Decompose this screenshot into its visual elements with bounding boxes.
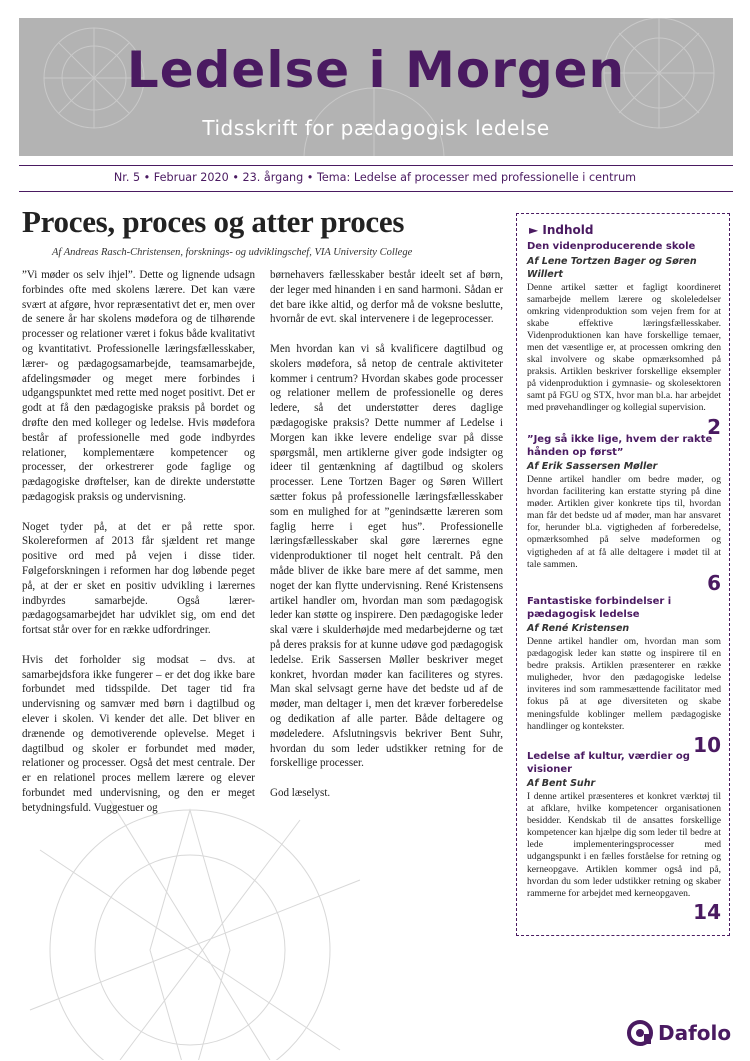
contents-item-summary: Denne artikel handler om, hvordan man som pædagogisk leder kan støtte og inspirere til en bedre praksis. Artiklen præsenterer en række muligheder, hvor den pædagogiske ledelse inviteres ind som rammesættende facilitator med fokus på at øge diversiteten og skabe meningsfulde koblinger mellem pædagogiske handlinger og kontekster. xyxy=(527,636,721,732)
contents-item[interactable] xyxy=(527,596,721,757)
issue-line: Nr. 5 • Februar 2020 • 23. årgang • Tema: Ledelse af processer med professionelle i centrum xyxy=(113,171,637,184)
divider-bottom xyxy=(19,191,733,192)
contents-item-title: Ledelse af kultur, værdier og visioner xyxy=(527,751,690,775)
contents-item-summary: I denne artikel præsenteres et konkret værktøj til at afklare, hvilke kompetencer organisationen besidder. Kendskab til de ansattes forskellige kompetencer kan hjælpe dig som leder til bedre at lede implementeringsprocesser med udgangspunkt i en fælles forståelse for retning og kerneopgave. Artiklen kommer også ind på, hvordan du som leder udstikker retning og skaber rammerne for arbejdet med kerneopgaven. xyxy=(527,791,721,899)
contents-sidebar xyxy=(516,213,730,936)
contents-heading: ► Indhold xyxy=(529,223,594,237)
publisher-logo xyxy=(627,1020,731,1046)
contents-item-summary: Denne artikel handler om bedre møder, og hvordan facilitering kan erstatte styring på dine møder. Artiklen giver konkrete tips til, hvordan man får det bedste ud af møder, man har ansvaret for, herunder bl.a. vigtigheden af forberedelse, opmærksomhed på selve mødeformen og vigtigheden af at få alle deltagere i mødet til at tale sammen. xyxy=(527,474,721,570)
publisher-name: Dafolo xyxy=(658,1021,732,1045)
article-byline: Af Andreas Rasch-Christensen, forsknings- og udviklingschef, VIA University College xyxy=(52,247,413,258)
contents-item-title: ”Jeg så ikke lige, hvem der rakte hånden op først” xyxy=(527,434,713,458)
contents-item-author: Af Erik Sassersen Møller xyxy=(527,461,658,472)
contents-item-title: Den videnproducerende skole xyxy=(527,241,696,252)
article-column-1 xyxy=(22,268,255,830)
article-paragraph: ”Vi møder os selv ihjel”. Dette og lignende udsagn forbindes ofte med skolens lærere. Det kan være svært at afgøre, hvor repræsentativt det er, men over de senere år har skolens mødefora og de tilhørende processer og relationer været i fokus både kvalitativt og kvantitativt. Professionelle læringsfællesskaber, lærer- og pædagogsamarbejde, teamsamarbejde, afdelingsmøder og meget mere forbindes i udgangspunktet med rette med noget positivt. Det er godt at få den pædagogiske praksis på bordet og drøfte den med kolleger og ledelse. Hvis mødefora består af professionelle med gode indbyrdes relationer, komplementære kompetencer og processer, der orkestrerer gode faglige og pædagogiske drøftelser, kan de direkte understøtte pædagogisk praksis og undervisning. xyxy=(22,269,255,503)
contents-item-page: 14 xyxy=(693,899,721,924)
contents-item[interactable] xyxy=(527,434,721,595)
article-paragraph: Men hvordan kan vi så kvalificere dagtilbud og skolers mødefora, så netop de centrale aktiviteter kommer i centrum? Hvordan skabes gode processer og relationer mellem de professionelle og deres ledere, så det understøtter deres daglige pædagogiske praksis? Dette nummer af Ledelse i Morgen kan ikke levere endelige svar på disse spørgsmål, men artiklerne giver gode indsigter og ideer til gentænkning af dagtilbud og skolers processer. Lene Tortzen Bager og Søren Willert sætter fokus på professionelle læringsfællesskaber som en mulighed for at ”genindsætte læreren som faglig herre i eget hus”. Professionelle læringsfællesskaber skal gøre lærernes egne videnproduktioner til noget helt centralt. På den måde bliver de ikke bare mere af det samme, men noget der kan flytte undervisning. René Kristensens artikel handler om, hvordan man som pædagogisk leder kan støtte og inspirere. Den pædagogiske leder skal være i skulderhøjde med medarbejderne og tæt på deres praksis for at kunne udøve god pædagogisk ledelse. Erik Sassersen Møller beskriver meget konkret, hvordan møder kan faciliteres og styres. Man skal selvsagt gerne have det bedste ud af de møder, man deltager i, men det kræver forberedelse og dedikation af alle parter. Både deltagere og mødeledere. Afslutningsvis bekriver Bent Suhr, hvordan du som leder udstikker retning for de forskellige processer. xyxy=(270,342,503,770)
contents-item-page: 2 xyxy=(707,414,721,439)
article-title: Proces, proces og atter proces xyxy=(22,204,405,239)
contents-item-page: 6 xyxy=(707,570,721,595)
contents-item-author: Af Lene Tortzen Bager og Søren Willert xyxy=(527,255,697,280)
article-paragraph: Hvis det forholder sig modsat – dvs. at samarbejdsfora ikke fungerer – er det dog ikke bare forbundet med tidsspilde. Det tager tid fra undervisning og samvær med børn i dagtilbud og elever i skolen. Vi kender det alle. Det bliver en drænende og demotiverende oplevelse. Meget i dagtilbud og skoler er forbundet med møder, relationer og processer. Også det mest centrale. Der er en relationel proces mellem lærere og elever forbundet med undervisning, og den er meget betydningsfuld. Vuggestuer og xyxy=(22,653,255,814)
contents-item[interactable] xyxy=(527,751,721,924)
article-paragraph: børnehavers fællesskaber består ideelt set af børn, der leger med hinanden i en sand harmoni. Sådan er det bare ikke altid, og derfor må de voksne beslutte, hvornår de evt. skal intervenere i de legeprocesser. xyxy=(270,269,503,326)
article-paragraph: Noget tyder på, at det er på rette spor. Skolereformen af 2013 får sjældent ret mange positive ord med på vejen i disse tider. Følgeforskningen i reformen har dog løbende peget på, at der er sket en positiv udvikling i lærernes indbyrdes samarbejde. Også lærer-pædagogsamarbejdet har udviklet sig, om end det fortsat står over for en række udfordringer. xyxy=(22,520,255,637)
contents-item-author: Af René Kristensen xyxy=(527,623,630,634)
divider-top xyxy=(19,165,733,166)
journal-subtitle: Tidsskrift for pædagogisk ledelse xyxy=(202,116,550,140)
contents-item-page: 10 xyxy=(693,732,721,757)
contents-item-summary: Denne artikel sætter et fagligt koordineret samarbejde mellem lærere og skoleledelser omkring videnproduktion som vejen frem for at skabe effektive læringsfællesskaber. Videnproduktionen kan have forskellige temaer, men det væsentlige er, at processen omkring den skal involvere og skabe opmærksomhed på praksis. Artiklen beskriver forskellige eksempler på videnproduktion i gymnasie- og skolesektoren samt på FGU og STX, hvor man bl.a. har arbejdet med prøvehandlinger og kollegial supervision. xyxy=(527,281,721,414)
contents-item-title: Fantastiske forbindelser i pædagogisk ledelse xyxy=(527,596,672,620)
article-column-2 xyxy=(270,268,503,815)
contents-item[interactable] xyxy=(527,241,721,439)
journal-title: Ledelse i Morgen xyxy=(126,41,626,99)
masthead xyxy=(19,18,733,156)
dafolo-logo-icon xyxy=(627,1020,653,1046)
article-paragraph: God læselyst. xyxy=(270,786,331,799)
contents-item-author: Af Bent Suhr xyxy=(527,778,596,789)
